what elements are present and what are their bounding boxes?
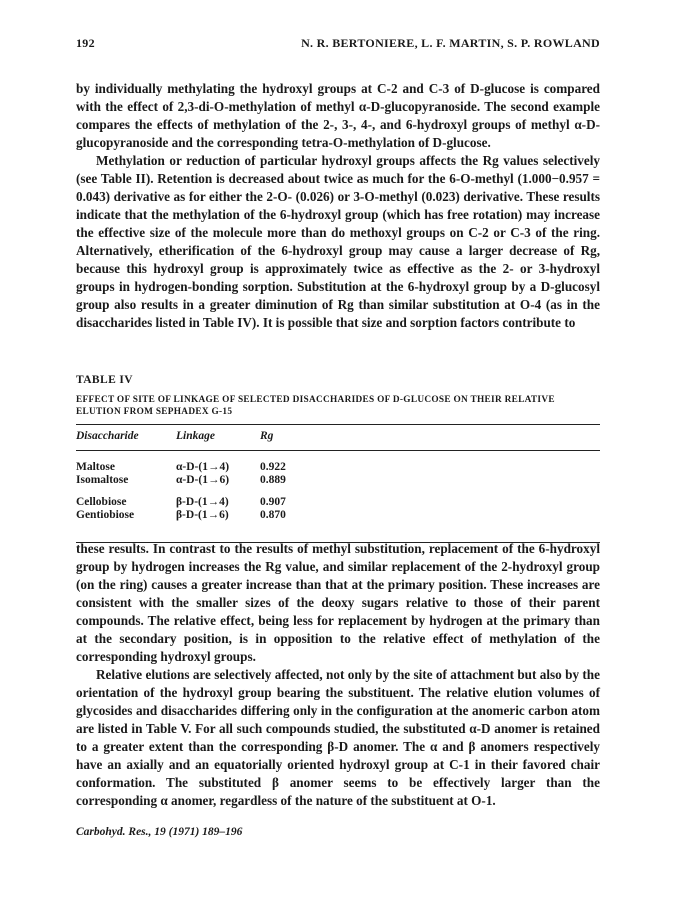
paragraph: these results. In contrast to the results of methyl substitution, replacement of the 6-hydroxyl group by hydrogen increases the Rg value, and similar replacement of the 2-hydroxyl group (on the ring) causes a greater increase than that at the primary position. These increases are consistent with the smaller sizes of the deoxy sugars relative to those of their parent compounds. The relative effect, being less for replacement by hydrogen at the primary than at the secondary position, is in opposition to the relative effect of methylation of the corresponding hydroxyl groups. <box>76 541 600 664</box>
journal-citation-footer: Carbohyd. Res., 19 (1971) 189–196 <box>76 826 243 838</box>
table-row <box>76 474 320 487</box>
table-header-row <box>76 425 320 445</box>
table-cell: 0.889 <box>260 474 286 486</box>
table-cell: Gentiobiose <box>76 509 135 521</box>
table-row <box>76 461 320 474</box>
table-cell: 0.922 <box>260 461 286 473</box>
table-caption: EFFECT OF SITE OF LINKAGE OF SELECTED DISACCHARIDES OF D-GLUCOSE ON THEIR RELATIVE ELUTION FROM SEPHADEX G-15 <box>76 395 555 417</box>
table-iv <box>76 374 600 543</box>
table-row <box>76 496 320 509</box>
body-text-top <box>76 80 600 332</box>
table-cell: 0.870 <box>260 509 286 521</box>
column-header: Disaccharide <box>76 430 139 442</box>
table-cell: 0.907 <box>260 496 286 508</box>
data-table <box>76 425 320 445</box>
paragraph: by individually methylating the hydroxyl groups at C-2 and C-3 of D-glucose is compared with the effect of 2,3-di-O-methylation of methyl α-D-glucopyranoside. The second example compares the effects of methylation of the 2-, 3-, 4-, and 6-hydroxyl groups of methyl α-D-glucopyranoside and the corresponding tetra-O-methylation of D-glucose. <box>76 81 600 150</box>
body-text-bottom <box>76 540 600 810</box>
table-cell: Isomaltose <box>76 474 129 486</box>
table-cell: Maltose <box>76 461 115 473</box>
paragraph: Relative elutions are selectively affected, not only by the site of attachment but also by the orientation of the hydroxyl group bearing the substituent. The relative elution volumes of glycosides and disaccharides differing only in the configuration at the anomeric carbon atom are listed in Table V. For all such compounds studied, the substituted α-D anomer is retained to a greater extent than the corresponding β-D anomer. The α and β anomers respectively have an axially and an equatorially oriented hydroxyl group at C-1 in their favored chair conformation. The substituted β anomer seems to be effectively larger than the corresponding α anomer, regardless of the nature of the substituent at O-1. <box>76 667 600 808</box>
table-cell: α-D-(1→6) <box>176 474 230 486</box>
table-cell: β-D-(1→4) <box>176 496 229 508</box>
table-cell: β-D-(1→6) <box>176 509 229 521</box>
data-table-body <box>76 451 320 522</box>
table-label: TABLE IV <box>76 374 133 386</box>
table-row <box>76 509 320 522</box>
running-head-authors: N. R. BERTONIERE, L. F. MARTIN, S. P. ROWLAND <box>301 36 600 50</box>
column-header: Rg <box>260 430 274 442</box>
table-cell: Cellobiose <box>76 496 127 508</box>
table-cell: α-D-(1→4) <box>176 461 230 473</box>
column-header: Linkage <box>176 430 215 442</box>
page-number: 192 <box>76 36 95 50</box>
paragraph: Methylation or reduction of particular hydroxyl groups affects the Rg values selectively (see Table II). Retention is decreased about twice as much for the 6-O-methyl (1.000−0.957 = 0.043) derivative as for either the 2-O- (0.026) or 3-O-methyl (0.023) derivative. These results indicate that the methylation of the 6-hydroxyl group (which has free rotation) may increase the effective size of the molecule more than do methoxyl groups on C-2 or C-3 of the ring. Alternatively, etherification of the 6-hydroxyl group may cause a larger decrease of Rg, because this hydroxyl group is approximately twice as effective as the 2- or 3-hydroxyl groups in hydrogen-bonding sorption. Substitution at the 6-hydroxyl group by a D-glucosyl group also results in a greater diminution of Rg than similar substitution at O-4 (as in the disaccharides listed in Table IV). It is possible that size and sorption factors contribute to <box>76 153 600 330</box>
